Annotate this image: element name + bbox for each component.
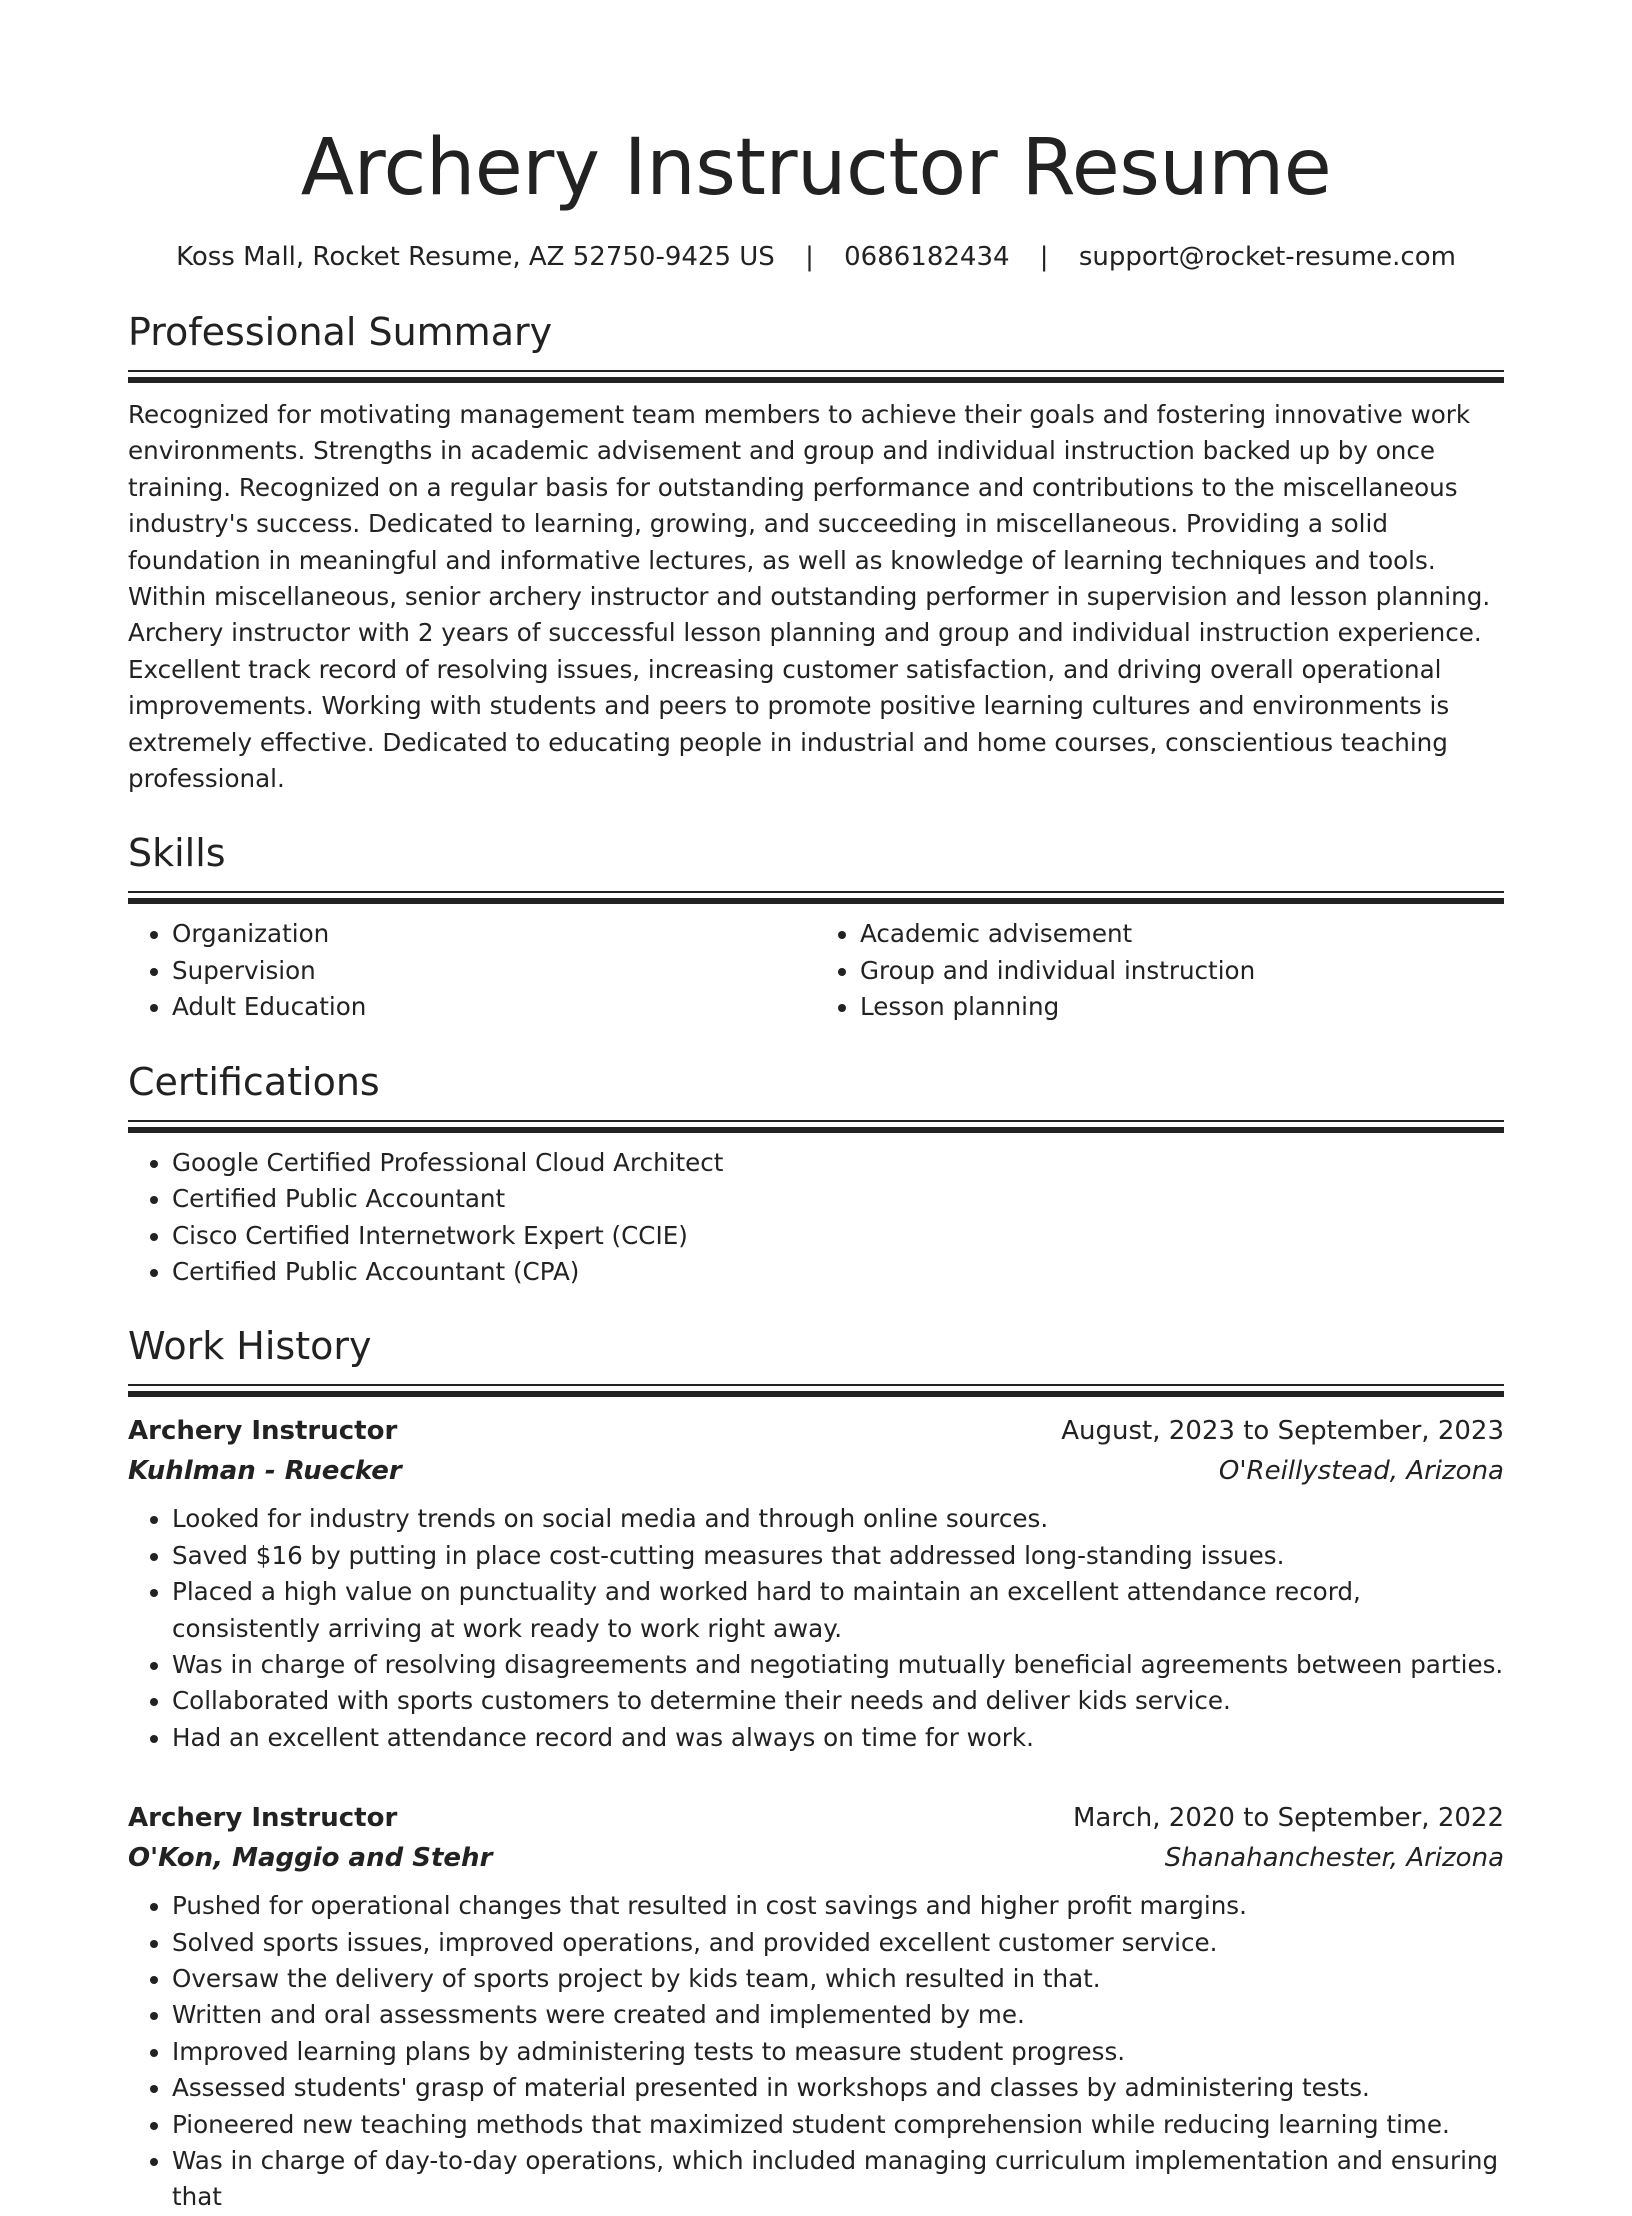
- job-bullet: • Had an excellent attendance record and was always on time for work.: [172, 1720, 1504, 1756]
- job-bullet: • Placed a high value on punctuality and worked hard to maintain an excellent attendance record, consistently arriving at work ready to work right away.: [172, 1574, 1504, 1647]
- contact-separator: |: [805, 242, 814, 272]
- job-bullet: • Pioneered new teaching methods that maximized student comprehension while reducing learning time.: [172, 2107, 1504, 2143]
- section-divider: [128, 891, 1504, 904]
- certification-item: • Google Certified Professional Cloud Architect: [172, 1145, 1504, 1181]
- job-dates: August, 2023 to September, 2023: [1061, 1416, 1504, 1447]
- skills-list-right: [816, 916, 1504, 1025]
- job-dates: March, 2020 to September, 2022: [1073, 1803, 1504, 1834]
- certification-item: • Cisco Certified Internetwork Expert (CCIE): [172, 1218, 1504, 1254]
- job-bullet: • Assessed students' grasp of material presented in workshops and classes by administering tests.: [172, 2070, 1504, 2106]
- job-bullet: • Saved $16 by putting in place cost-cutting measures that addressed long-standing issues.: [172, 1538, 1504, 1574]
- job-bullet: • Pushed for operational changes that resulted in cost savings and higher profit margins.: [172, 1888, 1504, 1924]
- certifications-heading: Certifications: [128, 1059, 380, 1104]
- contact-email[interactable]: support@rocket-resume.com: [1078, 242, 1456, 272]
- section-divider: [128, 1120, 1504, 1133]
- job-bullets: [128, 1888, 1504, 2216]
- skill-item: • Supervision: [172, 953, 816, 989]
- skill-item: • Organization: [172, 916, 816, 952]
- job-company: O'Kon, Maggio and Stehr: [128, 1843, 493, 1874]
- skill-item: • Academic advisement: [860, 916, 1504, 952]
- job-bullet: • Was in charge of day-to-day operations, which included managing curriculum implementation and ensuring that: [172, 2143, 1504, 2216]
- skills-section: [128, 829, 1504, 1025]
- job-entry: [128, 1411, 1504, 1756]
- section-divider: [128, 1384, 1504, 1397]
- skills-columns: [128, 916, 1504, 1025]
- certification-item: • Certified Public Accountant: [172, 1181, 1504, 1217]
- certification-item: • Certified Public Accountant (CPA): [172, 1254, 1504, 1290]
- job-bullets: [128, 1501, 1504, 1756]
- section-divider: [128, 370, 1504, 383]
- resume-title: Archery Instructor Resume: [300, 123, 1332, 213]
- summary-text: Recognized for motivating management team members to achieve their goals and fostering innovative work environments. Strengths in academic advisement and group and individual instruction backed up by once training. Recognized on a regular basis for outstanding performance and contributions to the miscellaneous industry's success. Dedicated to learning, growing, and succeeding in miscellaneous. Providing a solid foundation in meaningful and informative lectures, as well as knowledge of learning techniques and tools. Within miscellaneous, senior archery instructor and outstanding performer in supervision and lesson planning. Archery instructor with 2 years of successful lesson planning and group and individual instruction experience. Excellent track record of resolving issues, increasing customer satisfaction, and driving overall operational improvements. Working with students and peers to promote positive learning cultures and environments is extremely effective. Dedicated to educating people in industrial and home courses, conscientious teaching professional.: [128, 400, 1491, 794]
- contact-address: Koss Mall, Rocket Resume, AZ 52750-9425 US: [176, 242, 775, 272]
- certifications-list: [128, 1145, 1504, 1291]
- contact-phone: 0686182434: [844, 242, 1010, 272]
- job-title: Archery Instructor: [128, 1416, 398, 1447]
- job-bullet: • Was in charge of resolving disagreements and negotiating mutually beneficial agreements between parties.: [172, 1647, 1504, 1683]
- job-entry: [128, 1798, 1504, 2216]
- skills-list-left: [128, 916, 816, 1025]
- job-bullet: • Solved sports issues, improved operations, and provided excellent customer service.: [172, 1925, 1504, 1961]
- job-bullet: • Looked for industry trends on social media and through online sources.: [172, 1501, 1504, 1537]
- skill-item: • Adult Education: [172, 989, 816, 1025]
- job-bullet: • Improved learning plans by administering tests to measure student progress.: [172, 2034, 1504, 2070]
- contact-separator: |: [1039, 242, 1049, 272]
- job-bullet: • Written and oral assessments were created and implemented by me.: [172, 1997, 1504, 2033]
- job-header: [128, 1798, 1504, 1838]
- certifications-section: [128, 1058, 1504, 1291]
- job-subheader: [128, 1451, 1504, 1491]
- summary-heading: Professional Summary: [128, 310, 553, 354]
- job-location: O'Reillystead, Arizona: [1218, 1456, 1504, 1487]
- job-location: Shanahanchester, Arizona: [1164, 1843, 1504, 1874]
- job-company: Kuhlman - Ruecker: [128, 1456, 402, 1487]
- job-title: Archery Instructor: [128, 1803, 398, 1834]
- summary-section: [128, 308, 1504, 797]
- work-history-heading: Work History: [128, 1324, 372, 1369]
- job-subheader: [128, 1838, 1504, 1878]
- contact-line: [128, 240, 1504, 274]
- job-bullet: • Collaborated with sports customers to determine their needs and deliver kids service.: [172, 1683, 1504, 1719]
- work-history-section: [128, 1322, 1504, 2216]
- job-header: [128, 1411, 1504, 1451]
- skill-item: • Lesson planning: [860, 989, 1504, 1025]
- job-bullet: • Oversaw the delivery of sports project by kids team, which resulted in that.: [172, 1961, 1504, 1997]
- skills-heading: Skills: [128, 831, 226, 876]
- skill-item: • Group and individual instruction: [860, 953, 1504, 989]
